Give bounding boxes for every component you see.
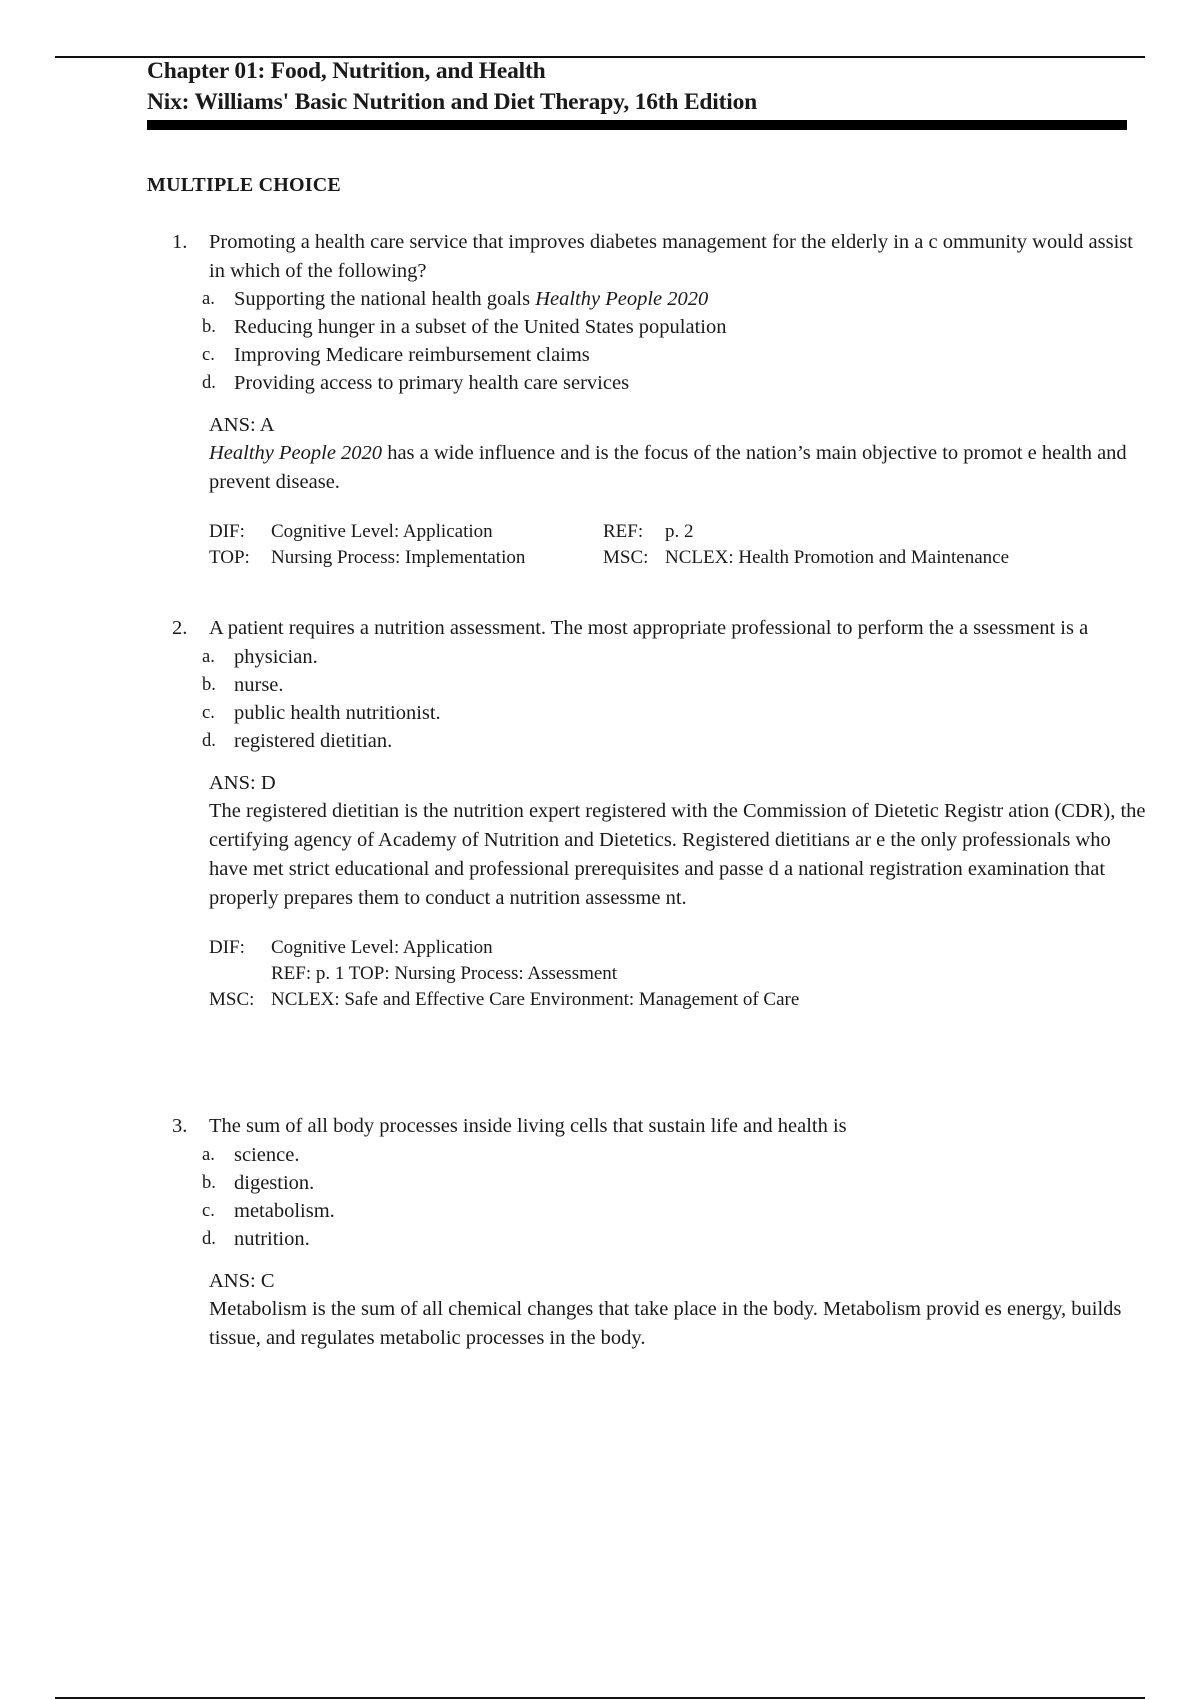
question-stem: Promoting a health care service that improves diabetes management for the elderly in a c ommunity would assist in which of the following? (209, 231, 1133, 282)
question-metadata: DIF: Cognitive Level: Application REF: p. 1 TOP: Nursing Process: Assessment MSC: NCLEX: Safe and Effective Care Environment: Management of Care (209, 935, 1152, 1013)
question-metadata: DIF: Cognitive Level: Application REF: p. 2 TOP: Nursing Process: Implementation MSC: NCLEX: Health Promotion and Maintenance (209, 519, 1152, 571)
option-c: c. metabolism. (202, 1199, 335, 1222)
book-title: Nix: Williams' Basic Nutrition and Diet Therapy, 16th Edition (147, 89, 757, 115)
option-b: b. Reducing hunger in a subset of the United States population (202, 316, 727, 338)
chapter-title: Chapter 01: Food, Nutrition, and Health (147, 58, 546, 84)
option-d: d. Providing access to primary health care services (202, 372, 630, 394)
document-header (147, 56, 1127, 130)
option-a: a. Supporting the national health goals Healthy People 2020 (202, 288, 709, 310)
question-stem: The sum of all body processes inside living cells that sustain life and health is (209, 1115, 847, 1137)
option-d: d. registered dietitian. (202, 729, 393, 752)
option-b: b. digestion. (202, 1171, 315, 1194)
option-a: a. physician. (202, 645, 318, 668)
option-d: d. nutrition. (202, 1227, 310, 1250)
reference: p. 2 (665, 521, 694, 542)
msc: NCLEX: Safe and Effective Care Environment: Management of Care (271, 988, 800, 1010)
reference-topic: REF: p. 1 TOP: Nursing Process: Assessment (271, 962, 618, 984)
question-3 (172, 1112, 1152, 1353)
topic: Nursing Process: Implementation (271, 547, 526, 568)
question-number: 2. (172, 617, 188, 639)
rationale: The registered dietitian is the nutrition expert registered with the Commission of Dietetic Registr ation (CDR), the certifying agency of Academy of Nutrition and Dietetics. Registered dietitians ar e the only professionals who have met strict educational and professional prerequisites and passe d a national registration examination that properly prepares them to conduct a nutrition assessme nt. (209, 799, 1146, 909)
bottom-rule (55, 1697, 1145, 1699)
option-c: c. Improving Medicare reimbursement claims (202, 344, 590, 366)
rationale: Healthy People 2020 has a wide influence and is the focus of the nation’s main objective to promot e health and prevent disease. (209, 442, 1127, 493)
answer: ANS: C (209, 1269, 275, 1292)
question-1 (172, 228, 1152, 571)
difficulty: Cognitive Level: Application (271, 521, 493, 542)
question-2 (172, 614, 1152, 1013)
answer: ANS: A (209, 414, 275, 436)
option-c: c. public health nutritionist. (202, 701, 441, 724)
option-a: a. science. (202, 1143, 300, 1166)
question-number: 3. (172, 1115, 188, 1137)
difficulty: Cognitive Level: Application (271, 936, 493, 958)
question-stem: A patient requires a nutrition assessment. The most appropriate professional to perform the a ssessment is a (209, 617, 1089, 639)
option-b: b. nurse. (202, 673, 284, 696)
answer: ANS: D (209, 771, 276, 794)
question-number: 1. (172, 231, 188, 253)
header-thick-rule (147, 120, 1127, 130)
section-title: MULTIPLE CHOICE (147, 174, 341, 196)
rationale: Metabolism is the sum of all chemical changes that take place in the body. Metabolism provid es energy, builds tissue, and regulates metabolic processes in the body. (209, 1297, 1122, 1349)
msc: NCLEX: Health Promotion and Maintenance (665, 547, 1010, 568)
